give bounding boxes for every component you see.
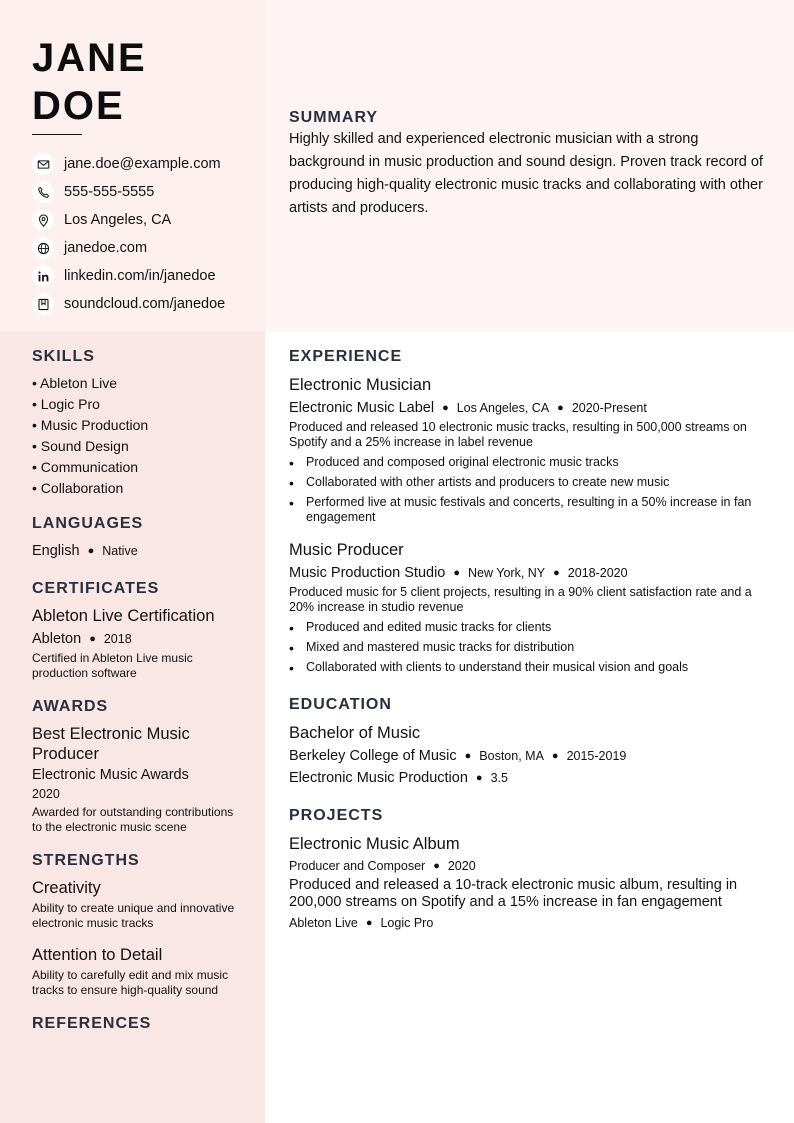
separator-dot: ● <box>553 567 560 579</box>
job-bullets <box>289 620 775 675</box>
skills-list <box>32 373 242 499</box>
list-item: • Produced and edited music tracks for clients <box>289 620 775 635</box>
education-field <box>289 768 775 788</box>
job-dates: 2018-2020 <box>567 566 628 580</box>
education-section <box>289 696 775 788</box>
separator-dot: ● <box>87 545 95 557</box>
certificate-name: Ableton Live Certification <box>32 607 215 625</box>
project-role: Producer and Composer <box>289 859 426 873</box>
summary-text: Highly skilled and experienced electronic musician with a strong background in music production and sound design. Proven track record of producing high-quality electronic music tracks and collaborating with other artists and producers. <box>289 131 763 216</box>
mail-icon <box>32 153 54 175</box>
degree-name: Bachelor of Music <box>289 724 421 742</box>
separator-dot: ● <box>464 750 472 762</box>
contact-location-text: Los Angeles, CA <box>64 212 172 228</box>
skills-heading: SKILLS <box>32 348 95 365</box>
experience-item <box>289 540 775 675</box>
certificates-section <box>32 580 242 681</box>
soundcloud-icon <box>32 293 54 315</box>
certificate-issuer: Ableton <box>32 631 82 647</box>
languages-section <box>32 515 242 560</box>
field-of-study: Electronic Music Production <box>289 770 468 786</box>
skills-section <box>32 348 242 499</box>
first-name: JANE <box>32 36 147 80</box>
award-issuer: Electronic Music Awards <box>32 767 189 783</box>
awards-section <box>32 698 242 835</box>
skill-item: • Communication <box>32 459 139 475</box>
strength-name: Attention to Detail <box>32 946 163 964</box>
contact-location <box>32 206 225 234</box>
contact-phone-text: 555-555-5555 <box>64 184 155 200</box>
contact-phone[interactable] <box>32 178 225 206</box>
references-heading: REFERENCES <box>32 1015 152 1032</box>
contact-soundcloud-text: soundcloud.com/janedoe <box>64 296 226 312</box>
sidebar-content <box>32 348 242 1033</box>
phone-icon <box>32 181 54 203</box>
contact-list <box>32 150 225 318</box>
contact-linkedin[interactable] <box>32 262 225 290</box>
certificates-heading: CERTIFICATES <box>32 580 160 597</box>
projects-heading: PROJECTS <box>289 807 384 824</box>
references-section <box>32 1015 242 1033</box>
name-divider <box>32 134 82 135</box>
contact-soundcloud[interactable] <box>32 290 225 318</box>
list-item: • Collaborated with clients to understand their musical vision and goals <box>289 660 775 675</box>
separator-dot: ● <box>557 402 564 414</box>
separator-dot: ● <box>551 750 559 762</box>
strengths-section <box>32 852 242 998</box>
skill-item: • Logic Pro <box>32 396 100 412</box>
job-title: Music Producer <box>289 541 404 559</box>
job-meta <box>289 398 775 418</box>
linkedin-icon <box>32 265 54 287</box>
last-name: DOE <box>32 84 125 128</box>
contact-email-text: jane.doe@example.com <box>64 156 221 172</box>
strengths-heading: STRENGTHS <box>32 852 140 869</box>
award-description: Awarded for outstanding contributions to the electronic music scene <box>32 805 234 834</box>
main-content <box>289 348 775 932</box>
award-year: 2020 <box>32 787 60 801</box>
school-location: Boston, MA <box>479 749 544 763</box>
experience-heading: EXPERIENCE <box>289 348 403 365</box>
candidate-name <box>32 34 147 130</box>
contact-website-text: janedoe.com <box>64 240 148 256</box>
separator-dot: ● <box>453 567 461 579</box>
skill-item: • Collaboration <box>32 480 124 496</box>
contact-email[interactable] <box>32 150 225 178</box>
job-summary: Produced and released 10 electronic music tracks, resulting in 500,000 streams on Spotify and a 25% increase in label revenue <box>289 420 747 449</box>
award-name: Best Electronic Music Producer <box>32 725 190 763</box>
education-dates: 2015-2019 <box>566 749 627 763</box>
list-item: • Mixed and mastered music tracks for distribution <box>289 640 775 655</box>
education-meta <box>289 746 775 766</box>
project-meta <box>289 857 775 875</box>
skill-item: • Sound Design <box>32 438 129 454</box>
list-item: • Performed live at music festivals and concerts, resulting in a 50% increase in fan engagement <box>289 495 775 525</box>
list-item: • Produced and composed original electronic music tracks <box>289 455 775 470</box>
summary-heading: SUMMARY <box>289 109 379 126</box>
separator-dot: ● <box>365 917 373 929</box>
job-company: Music Production Studio <box>289 565 446 581</box>
experience-item <box>289 375 775 525</box>
globe-icon <box>32 237 54 259</box>
job-location: Los Angeles, CA <box>456 401 550 415</box>
strength-name: Creativity <box>32 879 101 897</box>
skill-item: • Music Production <box>32 417 149 433</box>
skill-item: • Ableton Live <box>32 375 118 391</box>
education-heading: EDUCATION <box>289 696 392 713</box>
project-tool: Logic Pro <box>380 916 434 930</box>
language-item <box>32 542 242 560</box>
languages-heading: LANGUAGES <box>32 515 144 532</box>
job-dates: 2020-Present <box>571 401 647 415</box>
strength-description: Ability to carefully edit and mix music tracks to ensure high-quality sound <box>32 968 229 997</box>
separator-dot: ● <box>433 860 440 872</box>
location-pin-icon <box>32 209 54 231</box>
certificate-year: 2018 <box>103 632 132 646</box>
awards-heading: AWARDS <box>32 698 109 715</box>
project-year: 2020 <box>447 859 476 873</box>
language-level: Native <box>102 544 138 558</box>
school-name: Berkeley College of Music <box>289 748 457 764</box>
job-company: Electronic Music Label <box>289 400 435 416</box>
contact-website[interactable] <box>32 234 225 262</box>
language-name: English <box>32 543 80 559</box>
job-bullets <box>289 455 775 525</box>
projects-section <box>289 807 775 932</box>
job-meta <box>289 563 775 583</box>
strength-description: Ability to create unique and innovative electronic music tracks <box>32 901 235 930</box>
job-title: Electronic Musician <box>289 376 432 394</box>
certificate-description: Certified in Ableton Live music production software <box>32 651 193 680</box>
project-tool: Ableton Live <box>289 916 358 930</box>
gpa: 3.5 <box>490 771 508 785</box>
separator-dot: ● <box>89 633 96 645</box>
list-item: • Collaborated with other artists and producers to create new music <box>289 475 775 490</box>
project-tools <box>289 914 775 932</box>
certificate-meta <box>32 629 242 649</box>
project-name: Electronic Music Album <box>289 835 460 853</box>
job-location: New York, NY <box>468 566 546 580</box>
project-description: Produced and released a 10-track electronic music album, resulting in 200,000 streams on Spotify and a 15% increase in fan engagement <box>289 877 738 910</box>
contact-linkedin-text: linkedin.com/in/janedoe <box>64 268 216 284</box>
separator-dot: ● <box>442 402 449 414</box>
experience-section <box>289 348 775 675</box>
separator-dot: ● <box>475 772 483 784</box>
job-summary: Produced music for 5 client projects, resulting in a 90% client satisfaction rate and a 20% increase in studio revenue <box>289 585 752 614</box>
